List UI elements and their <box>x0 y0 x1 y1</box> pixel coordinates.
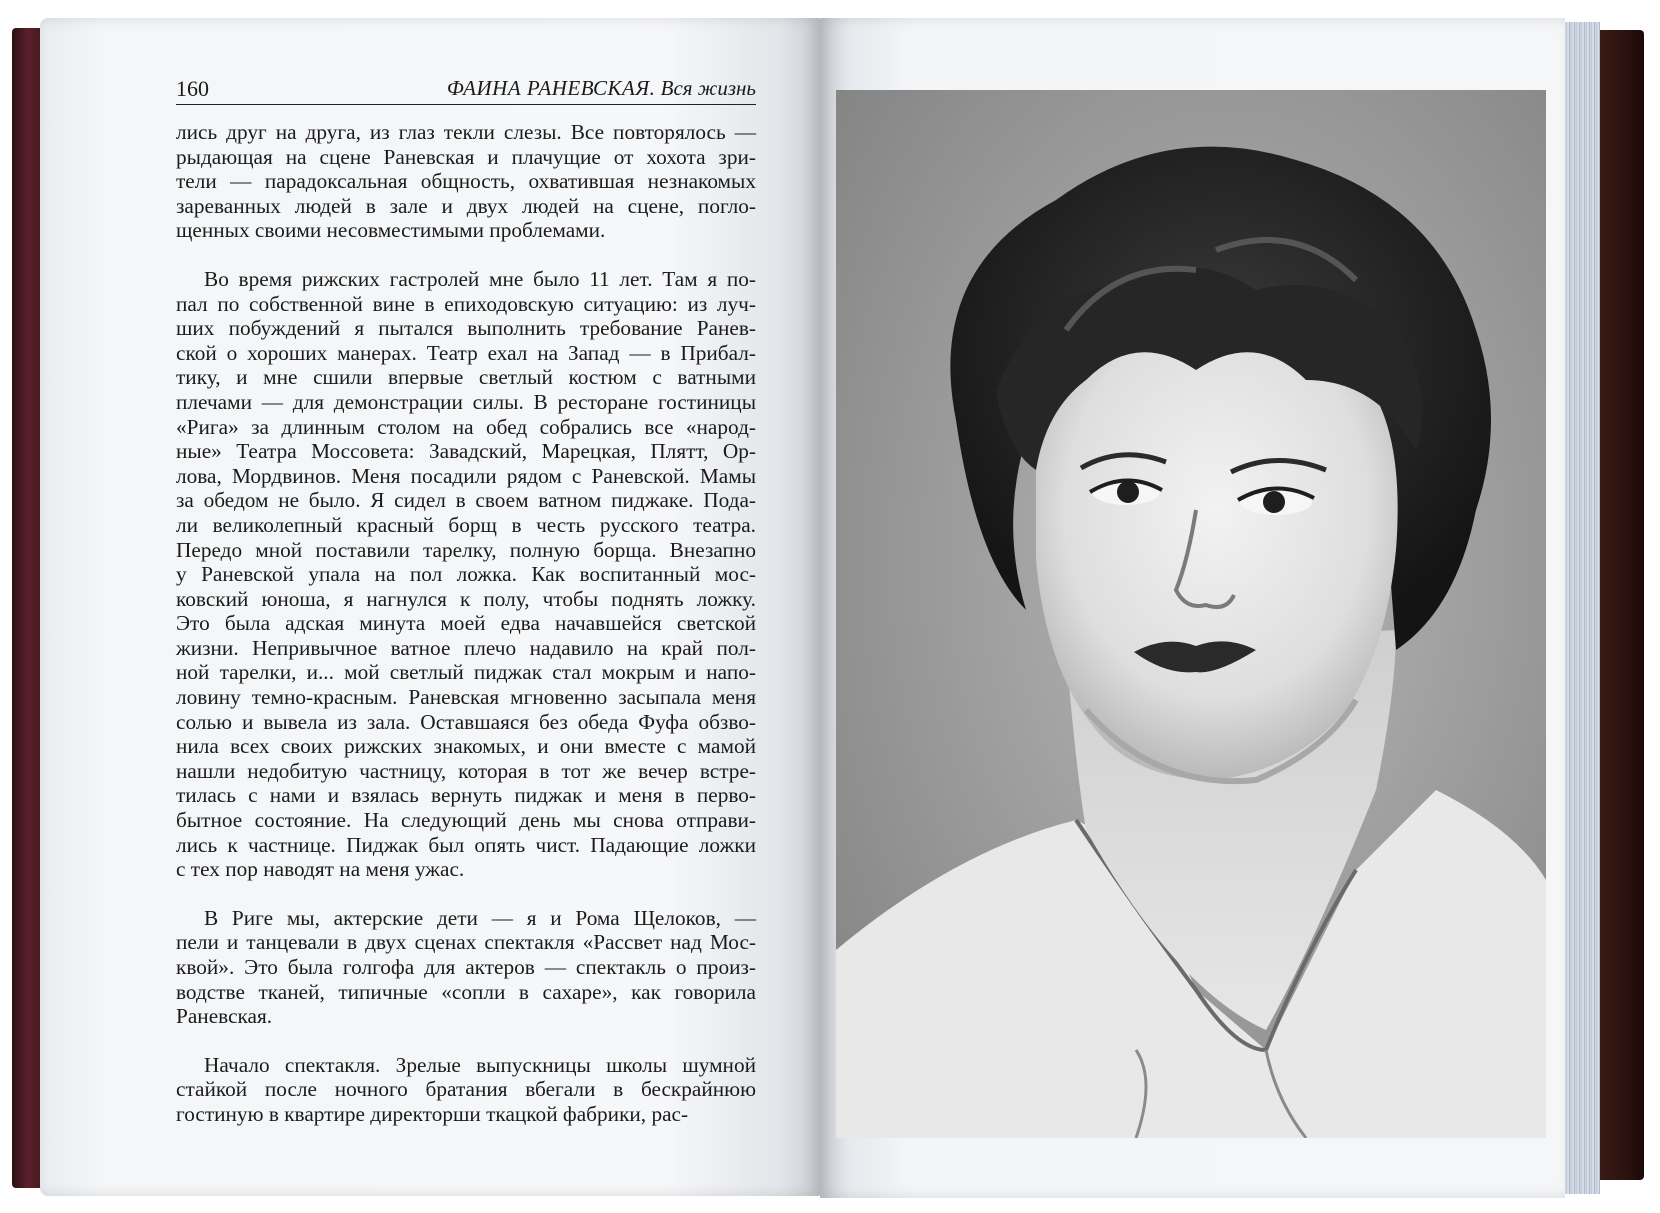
paragraph <box>176 120 756 243</box>
text-line: рыдающая на сцене Раневская и плачущие от хохота зри- <box>176 144 756 169</box>
paragraph <box>176 1053 756 1127</box>
paragraph-gap <box>176 1029 756 1053</box>
paragraph <box>176 906 756 1029</box>
page-edges <box>1560 22 1600 1194</box>
text-line: квой». Это была голгофа для актеров — спектакль о произ- <box>176 955 756 979</box>
text-line: ковский юноша, я нагнулся к полу, чтобы поднять ложку. <box>176 586 756 611</box>
text-line: Во время рижских гастролей мне было 11 лет. Там я по- <box>204 266 756 291</box>
text-line: Начало спектакля. Зрелые выпускницы школы шумной <box>204 1052 756 1077</box>
text-line: зареванных людей в зале и двух людей на сцене, погло- <box>176 193 756 218</box>
text-line: гостиную в квартире директорши ткацкой фабрики, рас- <box>176 1101 689 1126</box>
text-line: тилась с нами и взялась вернуть пиджак и меня в перво- <box>176 783 756 808</box>
book-cover-right <box>1600 30 1644 1180</box>
book-title-subtitle: Вся жизнь <box>660 76 756 100</box>
body-text <box>176 120 756 1127</box>
text-line: лова, Мордвинов. Меня посадили рядом с Раневской. Мамы <box>176 463 756 488</box>
portrait-illustration <box>836 90 1546 1138</box>
text-line: В Риге мы, актерские дети — я и Рома Щелоков, — <box>204 905 756 930</box>
text-line: Это была адская минута моей едва начавшейся светской <box>176 611 756 636</box>
text-line: с тех пор наводят на меня ужас. <box>176 857 465 882</box>
text-line: пал по собственной вине в епиходовскую ситуацию: из луч- <box>176 291 756 316</box>
text-line: лись друг на друга, из глаз текли слезы. Все повторялось — <box>176 120 756 144</box>
text-line: жизни. Непривычное ватное плечо надавило на край пол- <box>176 635 756 660</box>
paragraph-gap <box>176 882 756 906</box>
portrait-photo <box>836 90 1546 1138</box>
page-number: 160 <box>176 76 209 101</box>
paragraph <box>176 267 756 882</box>
text-line: щенных своими несовместимыми проблемами. <box>176 218 606 243</box>
text-line: Передо мной поставили тарелку, полную борща. Внезапно <box>176 537 756 562</box>
text-line: ли великолепный красный борщ в честь русского театра. <box>176 512 756 537</box>
text-line: стайкой после ночного братания вбегали в бескрайнюю <box>176 1077 756 1102</box>
text-line: солью и вывела из зала. Оставшаяся без обеда Фуфа обзво- <box>176 709 756 734</box>
running-head <box>176 74 756 105</box>
text-line: ной тарелки, и... мой светлый пиджак стал мокрым и напо- <box>176 660 756 685</box>
text-line: пели и танцевали в двух сценах спектакля «Рассвет над Мос- <box>176 930 756 955</box>
text-line: «Рига» за длинным столом на обед собрались все «народ- <box>176 414 756 439</box>
text-line: Раневская. <box>176 1004 273 1029</box>
text-line: ловину темно-красным. Раневская мгновенно засыпала меня <box>176 685 756 710</box>
text-line: за обедом не было. Я сидел в своем ватном пиджаке. Пода- <box>176 488 756 513</box>
book-title <box>447 76 756 101</box>
text-line: у Раневской упала на пол ложка. Как воспитанный мос- <box>176 562 756 587</box>
paragraph-gap <box>176 243 756 267</box>
text-line: лись к частнице. Пиджак был опять чист. Падающие ложки <box>176 832 756 857</box>
text-line: нила всех своих рижских знакомых, и они вместе с мамой <box>176 734 756 759</box>
text-line: нашли недобитую частницу, которая в тот же вечер встре- <box>176 758 756 783</box>
text-line: водстве тканей, типичные «сопли в сахаре», как говорила <box>176 979 756 1004</box>
text-line: бытное состояние. На следующий день мы снова отправи- <box>176 808 756 833</box>
text-line: тику, и мне сшили впервые светлый костюм с ватными <box>176 365 756 390</box>
text-line: ные» Театра Моссовета: Завадский, Марецкая, Плятт, Ор- <box>176 439 756 464</box>
book-title-author: ФАИНА РАНЕВСКАЯ. <box>446 76 656 100</box>
text-line: ших побуждений я пытался выполнить требование Ранев- <box>176 316 756 341</box>
text-line: ской о хороших манерах. Театр ехал на Запад — в Прибал- <box>176 340 756 365</box>
text-line: тели — парадоксальная общность, охватившая незнакомых <box>176 169 756 194</box>
text-line: плечами — для демонстрации силы. В ресторане гостиницы <box>176 389 756 414</box>
